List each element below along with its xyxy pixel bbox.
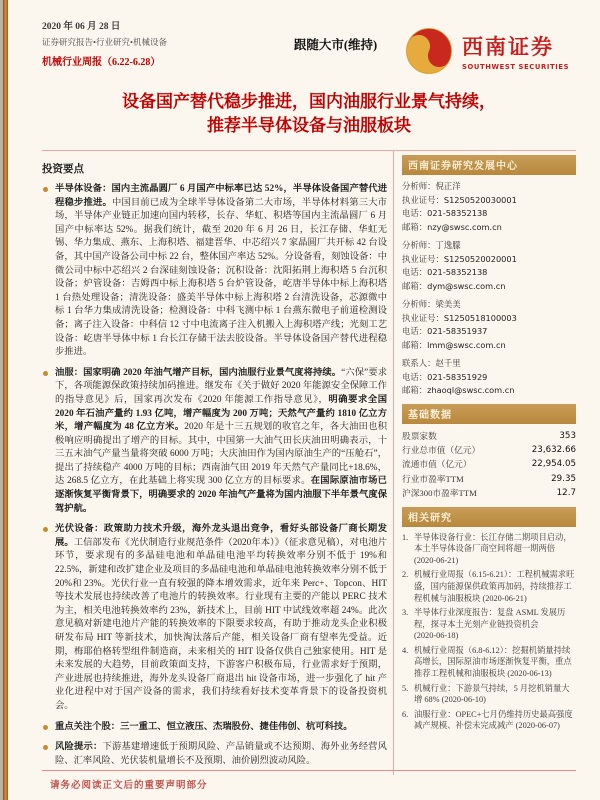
cert-number: S1250520020001 <box>443 253 517 264</box>
highlight-bullet-oil-service: 油服：国家明确 2020 年油气增产目标，国内油服行业景气度将持续。“六保”要求下，各项能源保政策持续加码推进。继发布《关于做好 2020 年能源安全保障工作的指导意见》后，国家再次发布《2020 年能源工作指导意见》，明确要求全国 2020 年石油产量约 1.93 亿吨，增产幅度为 200 万吨；天然气产量约 1810 亿立方米，增产幅度为 48 亿立方米。2020 年是十三五规划的收官之年，各大油田也积极响应明确提出了增产的目标。其中，中国第一大油气田长庆油田明确表示，十三五末油气产量当量将突破 6000 万吨；大庆油田作为国内原油生产的“压舱石”，提出了持续稳产 4000 万吨的目标；西南油气田 2019 年天然气产量同比+18.6%，达 268.5 亿立方，在此基础上将实现 300 亿立方的目标要求。在国际原油市场已逐渐恢复平衡背景下，明确要求的 2020 年油气产量将为国内油服下半年景气度保驾护航。 <box>42 367 387 517</box>
analyst-cert-row: 执业证号：S1250518100003 <box>402 312 517 323</box>
investment-highlights-section <box>42 151 394 775</box>
row-label: 沪深300市盈率TTM <box>402 488 477 499</box>
brand-name-en: SOUTHWEST SECURITIES <box>462 63 570 71</box>
content-columns <box>42 151 576 775</box>
cert-number: S1250520030001 <box>443 194 517 205</box>
contact-name-row: 联系人：赵千里 <box>402 359 461 368</box>
brand-block <box>404 18 576 76</box>
phone-number: 021-58351937 <box>427 326 488 336</box>
analyst-email-row: 邮箱：dym@swsc.com.cn <box>402 280 506 291</box>
phone-number: 021-58352138 <box>427 267 488 277</box>
bullet-dot-icon <box>43 371 48 376</box>
email-address: lmm@swsc.com.cn <box>427 339 506 350</box>
brand-text <box>462 31 569 71</box>
related-research-heading: 相关研究 <box>402 507 576 527</box>
row-label: 流通市值（亿元） <box>402 459 472 470</box>
row-label: 行业市盈率TTM <box>402 473 464 484</box>
email-address: dym@swsc.com.cn <box>427 280 506 291</box>
analyst-name-row: 分析师：丁逸朦 <box>402 241 461 250</box>
basic-data-row <box>402 443 576 457</box>
contact-phone-row: 电话：021-58351929 <box>402 371 488 382</box>
highlight-bullet-risk-warning: 风险提示：下游基建增速低于预期风险、产品销量或不达预期、海外业务经营风险、汇率风险、光伏装机量增长不及预期、油价剧烈波动风险。 <box>42 741 387 768</box>
southwest-securities-logo-icon <box>404 26 454 76</box>
sidebar-column <box>394 151 576 775</box>
email-address: nzy@swsc.com.cn <box>427 221 502 232</box>
highlight-bullet-list <box>42 183 387 768</box>
item-date: (2020-06-07) <box>515 721 560 731</box>
footer-disclaimer: 请务必阅读正文后的重要声明部分 <box>50 781 208 791</box>
analyst-email-row: 邮箱：lmm@swsc.com.cn <box>402 339 506 350</box>
row-label: 股票家数 <box>402 430 437 441</box>
item-date: (2020-06-21) <box>414 555 459 565</box>
report-category: 证券研究报告•行业研究•机械设备 <box>42 37 167 47</box>
analyst-name: 梁美美 <box>435 300 461 309</box>
item-number: 6. <box>402 709 409 719</box>
item-date: (2020-06-21) <box>482 593 527 603</box>
basic-data-row <box>402 486 576 500</box>
row-value: 29.35 <box>551 473 576 484</box>
contact-email-row: 邮箱：zhaoql@swsc.com.cn <box>402 385 515 395</box>
contact-block <box>402 357 576 398</box>
bullet-dot-icon <box>43 725 48 730</box>
related-research-list <box>402 532 576 733</box>
item-text: 半导体行业深度报告：复盘 ASML 发展历程，探寻本土光刻产业链投资机会 <box>414 608 566 629</box>
item-text: 机械行业周报（6.15-6.21）：工程机械需求旺盛，国内能源保供政策再加码，持续推荐工程机械与油服板块 <box>414 570 575 603</box>
report-title <box>42 90 576 138</box>
highlight-bullet-key-stocks: 重点关注个股：三一重工、恒立液压、杰瑞股份、捷佳伟创、杭可科技。 <box>42 721 387 735</box>
brand-name-cn: 西南证券 <box>462 35 554 59</box>
analyst-phone-row: 电话：021-58352138 <box>402 208 488 218</box>
phone-number: 021-58351929 <box>427 371 488 382</box>
row-value: 23,632.66 <box>531 444 576 455</box>
item-date: (2020-06-10) <box>441 695 486 705</box>
highlight-bullet-photovoltaic: 光伏设备：政策助力技术升级，海外龙头退出竞争，看好头部设备厂商长期发展。工信部发布《光伏制造行业规范条件（2020年本）》（征求意见稿），对电池片环节，要求现有的多晶硅电池和单晶硅电池平均转换效率分别不低于 19%和 22.5%，新建和改扩建企业及项目的多晶硅电池和单晶硅电池转换效率分别不低于 20%和 23%。光伏行业一直有较强的降本增效需求，近年来 Perc+、Topcon、HIT 等技术发展也持续改善了电池片的转换效率。行业现有主要的产能以 PERC 技术为主，相关电池转换效率约 23%，新技术上，目前 HIT 中试线效率超 24%。此次意见稿对新建电池片产能的转换效率的下限要求较高，有助于推动龙头企业积极研发布局 HIT 等新技术，加快淘汰落后产能，相关设备厂商有望率先受益。近期，梅耶伯格转型组件制造商，未来相关的 HIT 设备仅供自己独家使用。HIT 是未来发展的大趋势，目前政策面支持，下游客户积极布局，行业需求好于预期，产业进展也持续推进，海外龙头设备厂商退出 hit 设备市场，进一步强化了 hit 产业化进程中对于国产设备的需求，我们持续看好技术变革背景下的设备投资机会。 <box>42 523 387 713</box>
contact-name: 赵千里 <box>435 359 461 368</box>
item-date: (2020-06-18) <box>414 631 459 641</box>
report-title-line1: 设备国产替代稳步推进，国内油服行业景气持续， <box>122 92 496 111</box>
footer-divider-line <box>42 770 576 771</box>
report-page <box>42 18 576 775</box>
header-rating-area <box>267 18 404 53</box>
related-research-item <box>402 532 576 567</box>
report-title-line2: 推荐半导体设备与油服板块 <box>207 116 411 135</box>
item-number: 2. <box>402 570 409 580</box>
header-meta <box>42 18 267 68</box>
basic-data-row <box>402 472 576 486</box>
analyst-block <box>402 239 576 293</box>
bullet-dot-icon <box>43 187 48 192</box>
item-text: 半导体设备行业：长江存储二期项目启动，本土半导体设备厂商空间将超一期两倍 <box>414 532 572 554</box>
email-address: zhaoql@swsc.com.cn <box>427 385 515 395</box>
analyst-phone-row: 电话：021-58352138 <box>402 267 488 277</box>
basic-data-row <box>402 429 576 443</box>
highlight-bullet-semiconductor: 半导体设备：国内主流晶圆厂 6 月国产中标率已达 52%，半导体设备国产替代进程稳步推进。中国目前已成为全球半导体设备第二大市场，半导体材料第三大市场，半导体产业链正加速向国内转移，长存、华虹、积塔等国内主流晶圆厂 6 月国产中标率达 52%。据我们统计，截至 2020 年 6 月 26 日，长江存储、华虹无锡、华力集成、燕东、上海积塔、福建晋华、中芯绍兴 7 家晶圆厂共开标 42 台设备，其中国产设备公司中标 22 台，整体国产率达 52%。分设备看，刻蚀设备：中微公司中标中芯绍兴 2 台深硅刻蚀设备；沉积设备：沈阳拓荆上海积塔 5 台沉积设备；炉管设备：吉姆西中标上海积塔 5 台炉管设备，屹唐半导体中标上海积塔 1 台热处理设备；清洗设备：盛美半导体中标上海积塔 2 台清洗设备，芯源微中标 1 台华力集成清洗设备；检测设备：中科飞测中标 1 台燕东微电子前道检测设备；离子注入设备：中科信 12 寸中电流离子注入机搬入上海积塔产线；光刻工艺设备：屹唐半导体中标 1 台长江存储干法去胶设备。半导体设备国产替代进程稳步推进。 <box>42 183 387 360</box>
related-research-item <box>402 569 576 604</box>
rating-label: 跟随大市(维持) <box>293 38 378 52</box>
related-research-item <box>402 645 576 680</box>
related-research-item <box>402 683 576 706</box>
investment-highlights-heading: 投资要点 <box>42 164 84 175</box>
analyst-name-row: 分析师：梁美美 <box>402 300 461 309</box>
item-text: 机械行业周报（6.8-6.12）：挖掘机销量持续高增长，国际原油市场逐渐恢复平衡，重点推荐工程机械和油服板块 <box>414 645 572 679</box>
bullet-dot-icon <box>43 527 48 532</box>
research-center-heading: 西南证券研究发展中心 <box>402 155 576 175</box>
item-number: 4. <box>402 645 409 655</box>
row-value: 12.7 <box>556 488 576 499</box>
related-research-item <box>402 607 576 642</box>
item-date: (2020-06-13) <box>507 669 552 679</box>
item-text: 机械行业：下游景气持续，5 月挖机销量大增 68% <box>414 683 570 705</box>
analyst-cert-row: 执业证号：S1250520020001 <box>402 253 517 264</box>
analyst-name-row: 分析师：倪正洋 <box>402 182 461 191</box>
analyst-name: 倪正洋 <box>435 182 461 191</box>
basic-data-heading: 基础数据 <box>402 404 576 424</box>
analyst-email-row: 邮箱：nzy@swsc.com.cn <box>402 221 502 232</box>
related-research-item <box>402 709 576 732</box>
row-value: 22,954.05 <box>531 459 576 470</box>
analyst-phone-row: 电话：021-58351937 <box>402 326 488 336</box>
basic-data-row <box>402 457 576 471</box>
row-value: 353 <box>559 430 576 441</box>
report-header <box>42 18 576 76</box>
row-label: 行业总市值（亿元） <box>402 444 481 455</box>
analyst-cert-row: 执业证号：S1250520030001 <box>402 194 517 205</box>
item-text: 油服行业：OPEC+七月仍维持历史最高强度减产规模、补偿未完成减产 <box>414 709 573 731</box>
item-number: 5. <box>402 683 409 693</box>
bullet-dot-icon <box>43 745 48 750</box>
analyst-block <box>402 298 576 352</box>
analyst-block <box>402 180 576 234</box>
report-date: 2020 年 06 月 28 日 <box>42 22 121 32</box>
cert-number: S1250518100003 <box>443 312 517 323</box>
report-series-label: 机械行业周报（6.22-6.28） <box>42 57 161 68</box>
phone-number: 021-58352138 <box>427 208 488 218</box>
basic-data-table <box>402 429 576 501</box>
item-number: 1. <box>402 532 409 542</box>
item-number: 3. <box>402 608 409 618</box>
analyst-name: 丁逸朦 <box>435 241 461 250</box>
page-edge-orange-bar <box>3 0 8 800</box>
